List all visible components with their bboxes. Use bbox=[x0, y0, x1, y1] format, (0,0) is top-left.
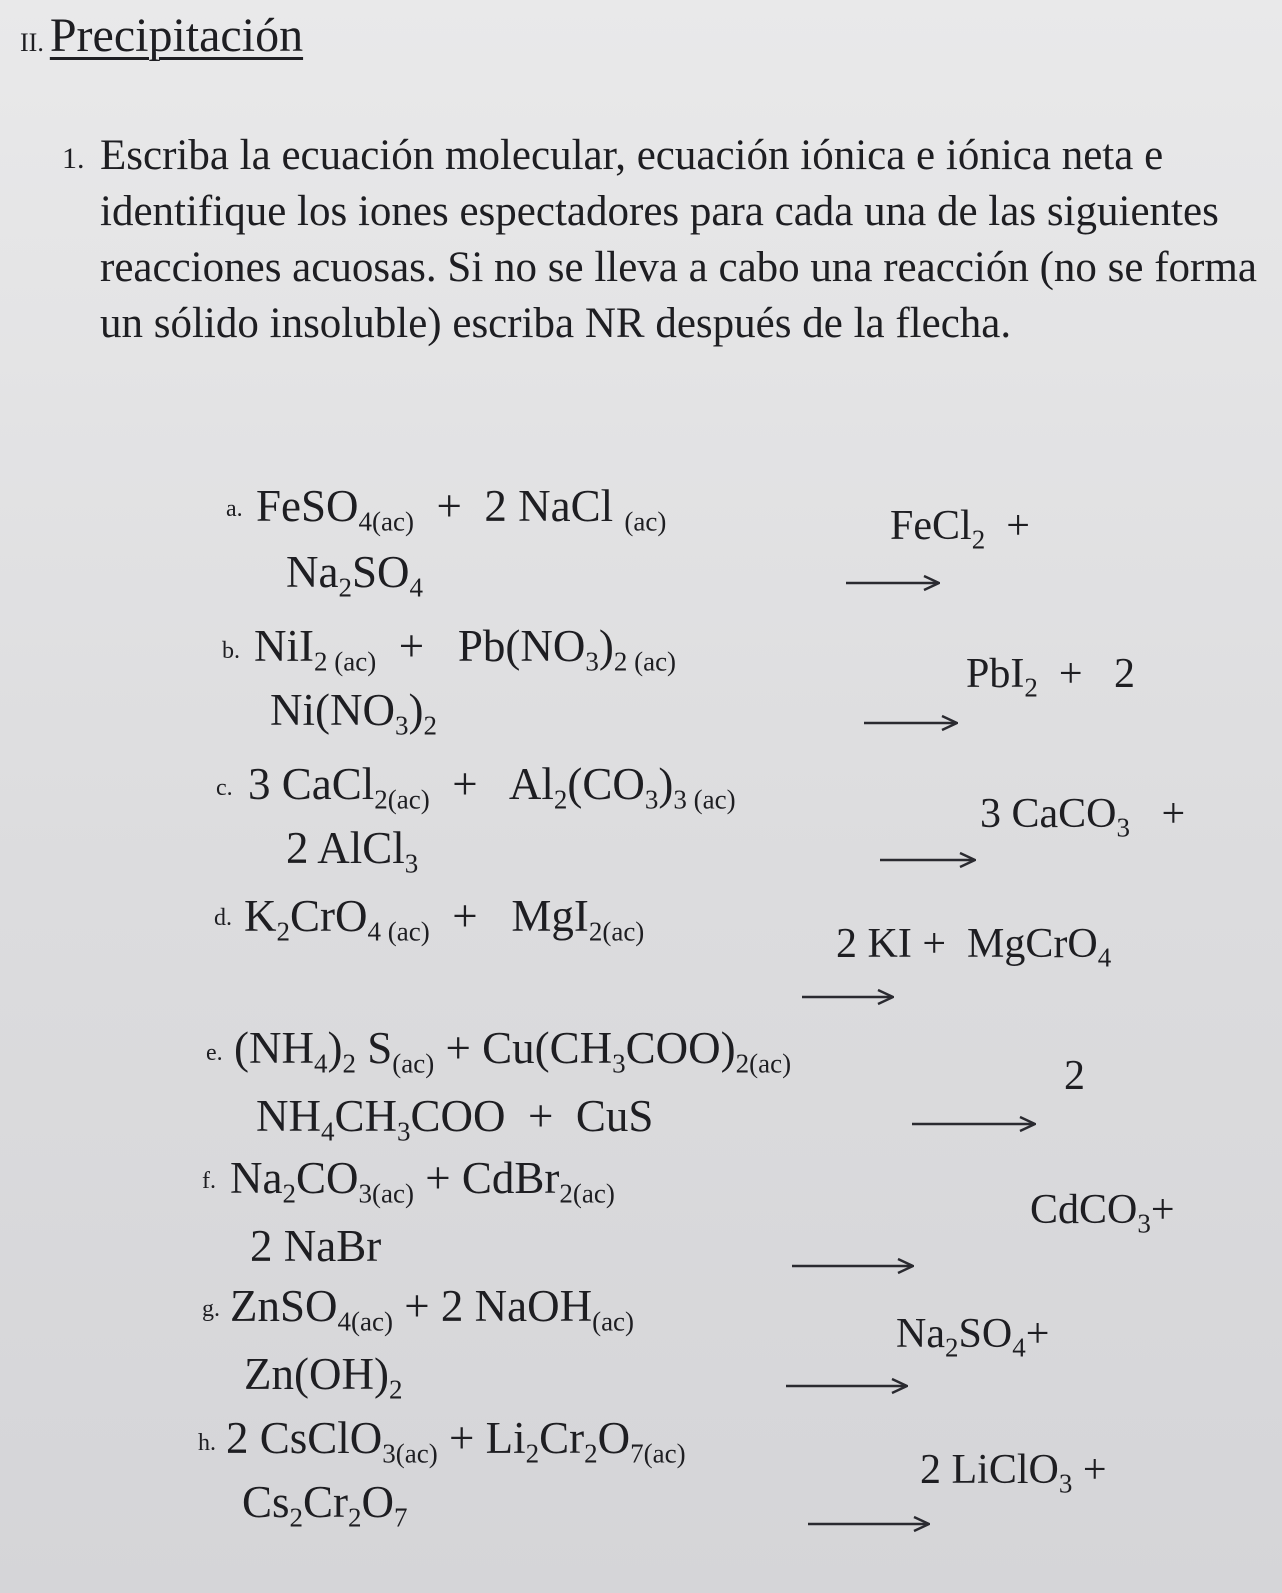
formula-text: + CdBr bbox=[413, 1153, 560, 1203]
item-h-line1 bbox=[226, 1412, 686, 1469]
formula-subscript: 3 bbox=[1116, 812, 1130, 843]
reaction-arrow-icon bbox=[792, 1254, 914, 1278]
item-f-line2 bbox=[250, 1220, 381, 1272]
formula-text: + bbox=[985, 503, 1030, 549]
formula-text: + Pb(NO bbox=[376, 621, 586, 671]
formula-text: 2 NaBr bbox=[250, 1221, 382, 1271]
formula-subscript: 2(ac) bbox=[735, 1048, 792, 1079]
formula-subscript: (ac) bbox=[392, 1048, 435, 1079]
formula-text: (CO bbox=[567, 759, 645, 809]
formula-text: + Li bbox=[437, 1413, 526, 1463]
item-c-arrow bbox=[880, 848, 976, 872]
item-a-letter: a. bbox=[226, 496, 243, 522]
formula-text: + bbox=[1130, 791, 1186, 837]
formula-text: + MgI bbox=[429, 891, 589, 941]
reaction-arrow-icon bbox=[846, 571, 940, 595]
formula-subscript: 4 bbox=[313, 1048, 328, 1079]
formula-subscript: 2 bbox=[423, 710, 437, 741]
formula-text: Na bbox=[896, 1311, 945, 1357]
item-e-products bbox=[1064, 1052, 1085, 1100]
item-a-products bbox=[890, 502, 1030, 555]
formula-subscript: 2 (ac) bbox=[314, 646, 377, 677]
formula-text: ) bbox=[598, 621, 614, 671]
formula-subscript: 2 bbox=[282, 1178, 296, 1209]
formula-text: K bbox=[244, 891, 277, 941]
item-b-products bbox=[966, 650, 1136, 703]
formula-subscript: 3 (ac) bbox=[673, 784, 736, 815]
formula-subscript: 2 bbox=[289, 1502, 304, 1533]
formula-text: CH bbox=[334, 1091, 398, 1141]
formula-subscript: 4 bbox=[1097, 942, 1112, 973]
formula-text: SO bbox=[351, 547, 410, 597]
item-g-line2 bbox=[244, 1348, 403, 1405]
formula-subscript: 3(ac) bbox=[382, 1438, 438, 1469]
formula-subscript: 2 bbox=[338, 572, 352, 603]
item-b-line1 bbox=[254, 620, 677, 677]
formula-subscript: 3 bbox=[585, 646, 599, 677]
formula-text: Zn(OH) bbox=[244, 1349, 389, 1399]
formula-subscript: 2 bbox=[553, 784, 568, 815]
formula-text: 3 CaCO bbox=[980, 791, 1117, 837]
formula-text: Cs bbox=[242, 1477, 290, 1527]
item-d-arrow bbox=[802, 985, 894, 1009]
formula-text: FeCl bbox=[890, 503, 972, 549]
formula-text: ) bbox=[658, 759, 674, 809]
item-d-letter: d. bbox=[214, 905, 232, 931]
item-f-line1 bbox=[230, 1152, 615, 1209]
item-c-line1 bbox=[248, 758, 736, 815]
item-f-letter: f. bbox=[202, 1168, 216, 1194]
item-e-line2 bbox=[256, 1090, 654, 1147]
item-a-line2 bbox=[286, 546, 424, 603]
section-title-text: Precipitación bbox=[49, 9, 304, 62]
item-h-line2 bbox=[242, 1476, 408, 1533]
formula-subscript: (ac) bbox=[592, 1306, 635, 1337]
formula-text: + Al bbox=[429, 759, 554, 809]
section-title bbox=[20, 8, 303, 63]
formula-subscript: 4 (ac) bbox=[367, 916, 430, 947]
item-g-arrow bbox=[786, 1374, 908, 1398]
formula-text: Cr bbox=[539, 1413, 585, 1463]
formula-subscript: 7 bbox=[394, 1502, 408, 1533]
item-h-arrow bbox=[808, 1512, 930, 1536]
formula-subscript: 3 bbox=[1137, 1208, 1151, 1239]
formula-text: + bbox=[1150, 1187, 1175, 1233]
item-g-line1 bbox=[230, 1280, 635, 1337]
formula-subscript: 7(ac) bbox=[630, 1438, 686, 1469]
formula-text: Ni(NO bbox=[270, 685, 395, 735]
formula-text: O bbox=[361, 1477, 395, 1527]
formula-subscript: 4(ac) bbox=[337, 1306, 393, 1337]
item-b-letter: b. bbox=[222, 638, 240, 664]
formula-subscript: (ac) bbox=[624, 506, 667, 537]
formula-subscript: 2 bbox=[276, 916, 290, 947]
formula-subscript: 3 bbox=[394, 710, 409, 741]
formula-subscript: 4 bbox=[1012, 1332, 1026, 1363]
formula-text: 2 AlCl bbox=[286, 823, 405, 873]
reaction-arrow-icon bbox=[808, 1512, 930, 1536]
formula-text: CrO bbox=[290, 891, 368, 941]
formula-subscript: 4(ac) bbox=[358, 506, 414, 537]
formula-subscript: 2(ac) bbox=[588, 916, 645, 947]
item-h-letter: h. bbox=[198, 1430, 216, 1456]
formula-text: Cr bbox=[303, 1477, 349, 1527]
item-a-line1 bbox=[256, 480, 667, 537]
formula-text: CO bbox=[295, 1153, 359, 1203]
formula-text: FeSO bbox=[256, 481, 359, 531]
formula-subscript: 3(ac) bbox=[358, 1178, 414, 1209]
item-e-letter: e. bbox=[206, 1040, 223, 1066]
formula-text: COO) bbox=[625, 1023, 736, 1073]
formula-subscript: 4 bbox=[409, 572, 424, 603]
formula-subscript: 4 bbox=[321, 1116, 335, 1147]
formula-text: SO bbox=[958, 1311, 1013, 1357]
formula-subscript: 2(ac) bbox=[559, 1178, 615, 1209]
formula-subscript: 2 bbox=[348, 1502, 362, 1533]
formula-subscript: 2 bbox=[525, 1438, 540, 1469]
reaction-arrow-icon bbox=[802, 985, 894, 1009]
formula-subscript: 2 bbox=[342, 1048, 356, 1079]
formula-text: + bbox=[1025, 1311, 1050, 1357]
item-g-letter: g. bbox=[202, 1296, 220, 1322]
formula-subscript: 2 bbox=[944, 1332, 959, 1363]
item-a-arrow bbox=[846, 571, 940, 595]
formula-subscript: 2 (ac) bbox=[613, 646, 677, 677]
item-h-products bbox=[920, 1446, 1107, 1499]
formula-text: + 2 bbox=[1037, 651, 1136, 697]
formula-text: 2 CsClO bbox=[226, 1413, 383, 1463]
item-e-line1 bbox=[234, 1022, 792, 1079]
formula-text: Na bbox=[286, 547, 339, 597]
reaction-arrow-icon bbox=[864, 711, 958, 735]
item-f-products bbox=[1030, 1186, 1175, 1239]
item-d-line1 bbox=[244, 890, 645, 947]
formula-text: NH bbox=[256, 1091, 321, 1141]
item-c-letter: c. bbox=[216, 775, 233, 801]
question-number: 1. bbox=[62, 142, 85, 175]
formula-text: CdCO bbox=[1030, 1187, 1138, 1233]
formula-text: NiI bbox=[254, 621, 314, 671]
formula-text: PbI bbox=[966, 651, 1025, 697]
item-e-arrow bbox=[912, 1112, 1036, 1136]
formula-text: Na bbox=[230, 1153, 283, 1203]
formula-subscript: 2 bbox=[584, 1438, 598, 1469]
formula-text: S bbox=[355, 1023, 393, 1073]
formula-subscript: 3 bbox=[644, 784, 659, 815]
formula-subscript: 3 bbox=[404, 848, 419, 879]
item-d-products bbox=[836, 920, 1112, 973]
formula-subscript: 3 bbox=[612, 1048, 626, 1079]
item-g-products bbox=[896, 1310, 1050, 1363]
item-c-products bbox=[980, 790, 1186, 843]
formula-text: 3 CaCl bbox=[248, 759, 375, 809]
formula-text: (NH bbox=[234, 1023, 314, 1073]
formula-text: O bbox=[597, 1413, 631, 1463]
formula-text: + 2 NaOH bbox=[392, 1281, 593, 1331]
item-f-arrow bbox=[792, 1254, 914, 1278]
reaction-arrow-icon bbox=[912, 1112, 1036, 1136]
formula-subscript: 2 bbox=[388, 1374, 403, 1405]
formula-text: ZnSO bbox=[230, 1281, 338, 1331]
item-b-line2 bbox=[270, 684, 437, 741]
formula-subscript: 2 bbox=[971, 524, 986, 555]
item-b-arrow bbox=[864, 711, 958, 735]
formula-text: + Cu(CH bbox=[434, 1023, 613, 1073]
formula-subscript: 2(ac) bbox=[374, 784, 430, 815]
formula-text: ) bbox=[408, 685, 424, 735]
item-c-line2 bbox=[286, 822, 419, 879]
formula-text: + bbox=[1072, 1447, 1107, 1493]
formula-subscript: 2 bbox=[1024, 672, 1038, 703]
reaction-arrow-icon bbox=[880, 848, 976, 872]
formula-text: + 2 NaCl bbox=[413, 481, 625, 531]
question-text: Escriba la ecuación molecular, ecuación iónica e iónica neta e identifique los iones espectadores para cada una de las siguientes reacciones acuosas. Si no se lleva a cabo una reacción (no se forma un sólido insoluble) escriba NR después de la flecha. bbox=[100, 132, 1257, 347]
section-number: II. bbox=[20, 28, 44, 57]
formula-text: 2 LiClO bbox=[920, 1447, 1059, 1493]
formula-text: COO + CuS bbox=[410, 1091, 654, 1141]
formula-text: 2 bbox=[1064, 1053, 1085, 1099]
formula-subscript: 3 bbox=[1058, 1468, 1073, 1499]
formula-text: ) bbox=[327, 1023, 343, 1073]
formula-subscript: 3 bbox=[397, 1116, 411, 1147]
formula-text: 2 KI + MgCrO bbox=[836, 921, 1098, 967]
reaction-arrow-icon bbox=[786, 1374, 908, 1398]
